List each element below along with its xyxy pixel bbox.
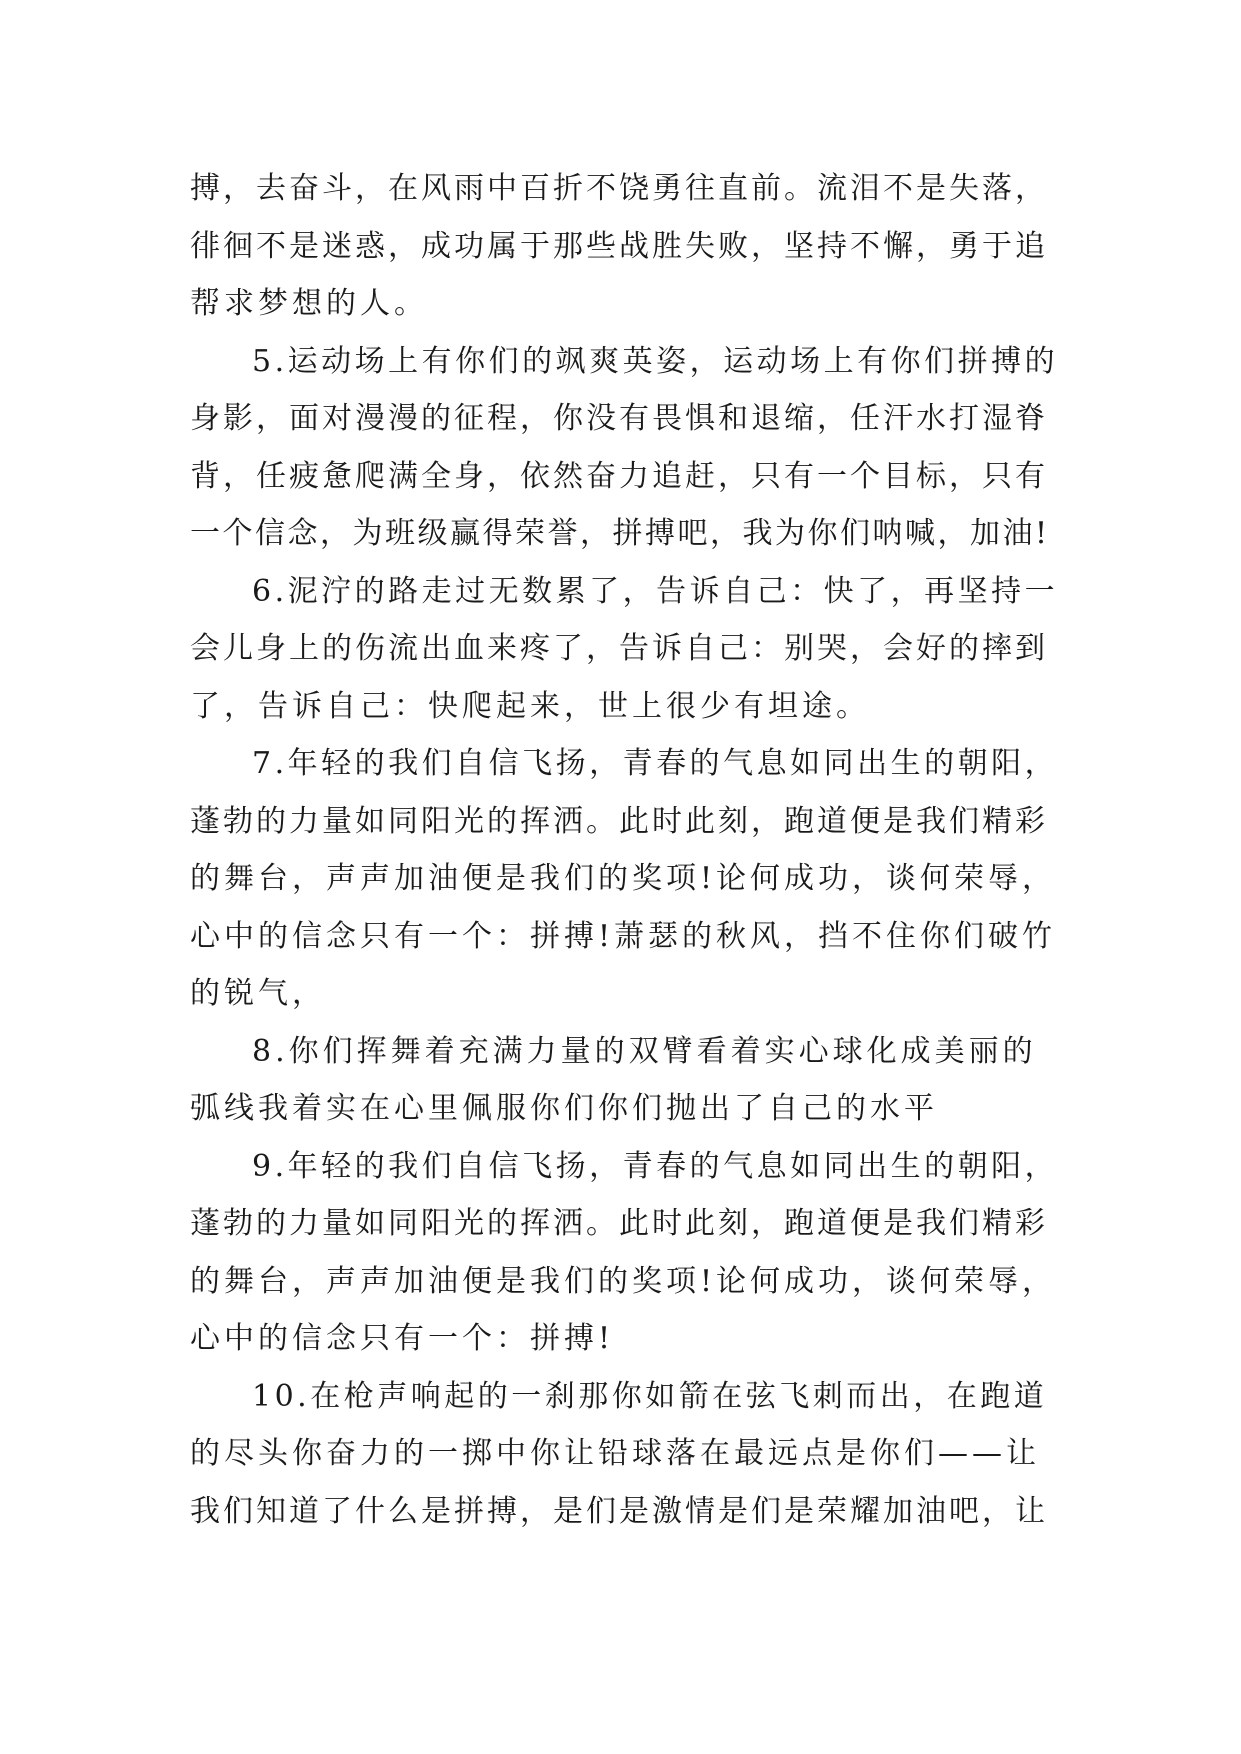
text-line: 会儿身上的伤流出血来疼了，告诉自己：别哭，会好的摔到	[190, 631, 1048, 666]
text-line: 蓬勃的力量如同阳光的挥洒。此时此刻，跑道便是我们精彩	[190, 1206, 1048, 1241]
text-line: 心中的信念只有一个：拼搏!萧瑟的秋风，挡不住你们破竹	[190, 918, 1057, 954]
text-line: 帮求梦想的人。	[190, 286, 428, 321]
text-line: 背，任疲惫爬满全身，依然奋力追赶，只有一个目标，只有	[190, 458, 1048, 494]
text-line: 蓬勃的力量如同阳光的挥洒。此时此刻，跑道便是我们精彩	[190, 803, 1048, 839]
text-line: 了，告诉自己：快爬起来，世上很少有坦途。	[190, 688, 870, 724]
text-line: 5.运动场上有你们的飒爽英姿，运动场上有你们拼搏的	[252, 343, 1059, 379]
text-line: 身影，面对漫漫的征程，你没有畏惧和退缩，任汗水打湿脊	[190, 401, 1048, 436]
text-line: 7.年轻的我们自信飞扬，青春的气息如同出生的朝阳，	[252, 746, 1059, 781]
text-line: 一个信念，为班级赢得荣誉，拼搏吧，我为你们呐喊，加油!	[190, 516, 1050, 551]
text-line: 心中的信念只有一个：拼搏!	[190, 1321, 615, 1356]
text-line: 搏，去奋斗，在风雨中百折不饶勇往直前。流泪不是失落，	[190, 171, 1048, 206]
text-line: 8.你们挥舞着充满力量的双臂看着实心球化成美丽的	[252, 1033, 1037, 1069]
text-line: 弧线我着实在心里佩服你们你们抛出了自己的水平	[190, 1091, 938, 1126]
text-line: 徘徊不是迷惑，成功属于那些战胜失败，坚持不懈，勇于追	[190, 228, 1048, 264]
text-line: 的舞台，声声加油便是我们的奖项!论何成功，谈何荣辱，	[190, 1263, 1057, 1299]
text-line: 的舞台，声声加油便是我们的奖项!论何成功，谈何荣辱，	[190, 861, 1057, 896]
text-line: 9.年轻的我们自信飞扬，青春的气息如同出生的朝阳，	[252, 1148, 1059, 1184]
document-body	[190, 160, 1059, 1540]
text-line: 10.在枪声响起的一刹那你如箭在弦飞刺而出，在跑道	[252, 1378, 1048, 1414]
text-line: 的锐气，	[190, 976, 326, 1011]
text-line: 我们知道了什么是拼搏，是们是激情是们是荣耀加油吧，让	[190, 1493, 1048, 1529]
text-line: 的尽头你奋力的一掷中你让铅球落在最远点是你们——让	[190, 1436, 1040, 1471]
text-line: 6.泥泞的路走过无数累了，告诉自己：快了，再坚持一	[252, 573, 1059, 609]
